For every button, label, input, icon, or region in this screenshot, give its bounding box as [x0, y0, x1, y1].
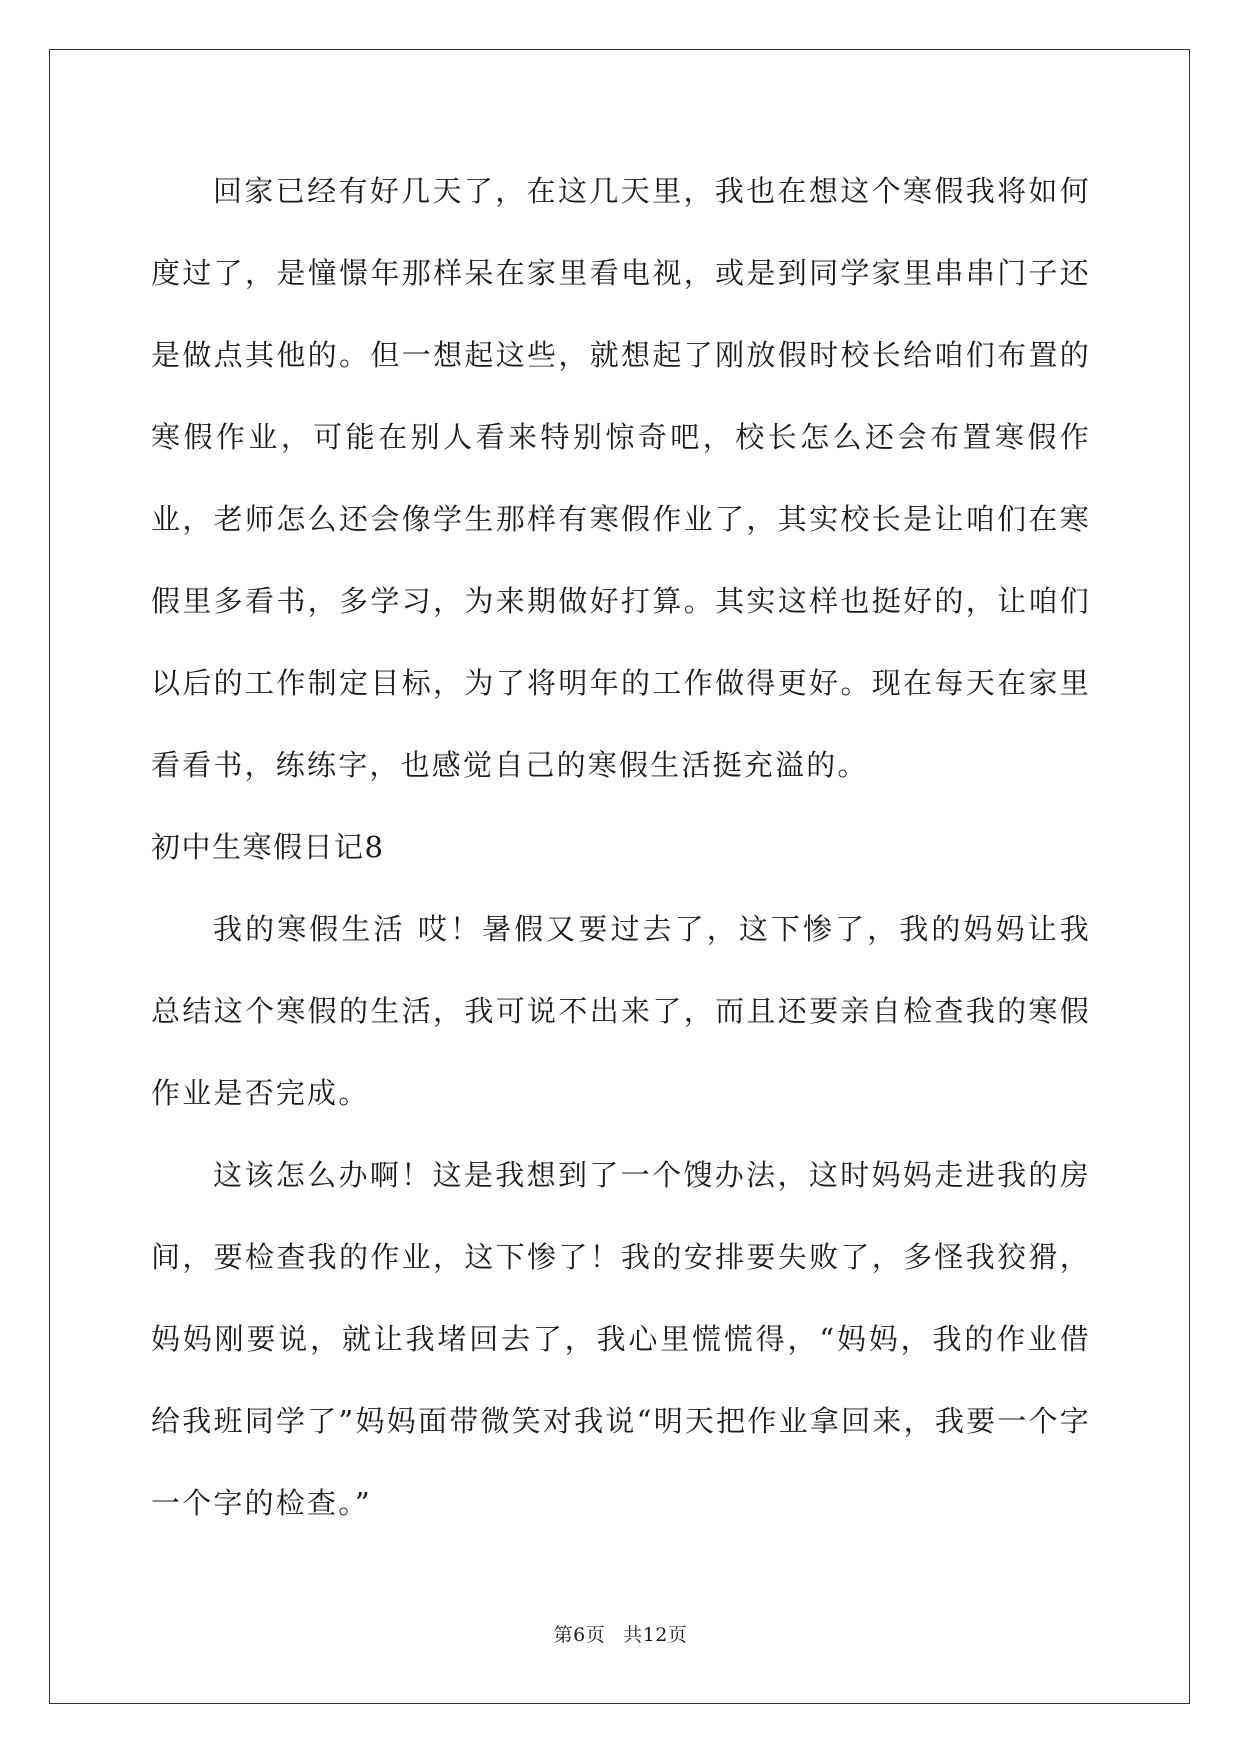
page-number: 第6页	[553, 1624, 606, 1646]
paragraph-2: 我的寒假生活 哎！暑假又要过去了，这下惨了，我的妈妈让我总结这个寒假的生活，我可说不出来了，而且还要亲自检查我的寒假作业是否完成。	[151, 912, 1091, 1110]
page-footer	[0, 1620, 1241, 1647]
paragraph-1: 回家已经有好几天了，在这几天里，我也在想这个寒假我将如何度过了，是憧憬年那样呆在家里看电视，或是到同学家里串串门子还是做点其他的。但一想起这些，就想起了刚放假时校长给咱们布置的寒假作业，可能在别人看来特别惊奇吧，校长怎么还会布置寒假作业，老师怎么还会像学生那样有寒假作业了，其实校长是让咱们在寒假里多看书，多学习，为来期做好打算。其实这样也挺好的，让咱们以后的工作制定目标，为了将明年的工作做得更好。现在每天在家里看看书，练练字，也感觉自己的寒假生活挺充溢的。	[151, 174, 1091, 782]
page-total: 共12页	[623, 1624, 688, 1646]
document-body	[151, 150, 1091, 1544]
paragraph-3: 这该怎么办啊！这是我想到了一个馊办法，这时妈妈走进我的房间，要检查我的作业，这下惨了！我的安排要失败了，多怪我狡猾，妈妈刚要说，就让我堵回去了，我心里慌慌得，“妈妈，我的作业借给我班同学了”妈妈面带微笑对我说“明天把作业拿回来，我要一个字一个字的检查。”	[151, 1158, 1091, 1520]
section-heading: 初中生寒假日记8	[151, 830, 385, 864]
